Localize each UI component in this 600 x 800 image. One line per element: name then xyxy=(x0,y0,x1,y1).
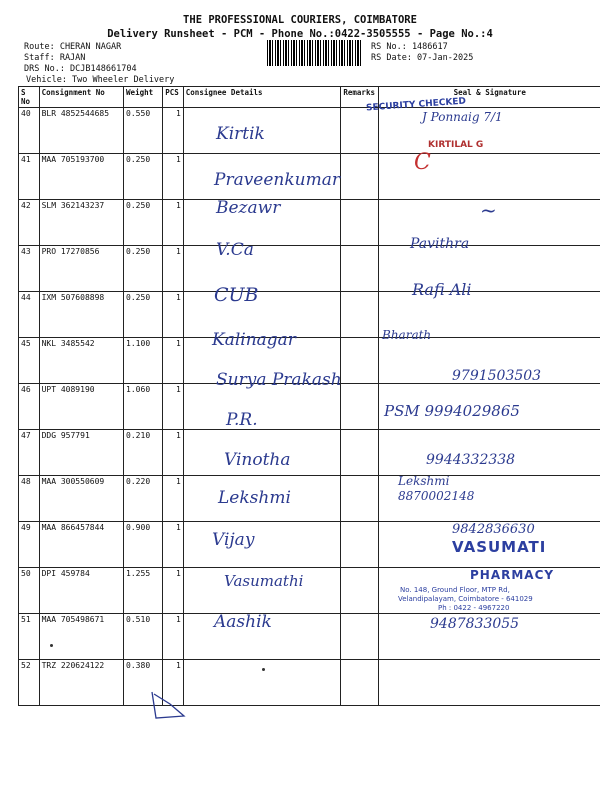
remarks xyxy=(341,108,379,154)
handwritten-name: Kirtik xyxy=(216,124,265,144)
handwritten-signature: 9842836630 xyxy=(452,522,535,537)
consignment-no: BLR 4852544685 xyxy=(39,108,123,154)
remarks xyxy=(341,292,379,338)
sno: 41 xyxy=(19,154,40,200)
col-remarks: Remarks xyxy=(341,87,379,108)
remarks xyxy=(341,430,379,476)
seal-signature xyxy=(379,660,600,706)
sno: 51 xyxy=(19,614,40,660)
handwritten-signature: J Ponnaig 7/1 xyxy=(422,110,503,124)
handwritten-name: Aashik xyxy=(214,612,272,632)
table-row xyxy=(19,660,600,706)
pcs: 1 xyxy=(163,292,184,338)
remarks xyxy=(341,522,379,568)
consignee-details xyxy=(183,522,341,568)
pcs: 1 xyxy=(163,246,184,292)
vehicle-label: Vehicle: Two Wheeler Delivery xyxy=(26,75,175,85)
weight: 0.210 xyxy=(124,430,163,476)
sno: 50 xyxy=(19,568,40,614)
pharmacy-stamp-address: No. 148, Ground Floor, MTP Rd, xyxy=(400,586,510,594)
weight: 0.250 xyxy=(124,292,163,338)
handwritten-signature: 9791503503 xyxy=(452,368,542,384)
pharmacy-stamp-name: VASUMATI xyxy=(452,538,547,556)
consignment-no: MAA 866457844 xyxy=(39,522,123,568)
consignment-no: IXM 507608898 xyxy=(39,292,123,338)
consignment-no: MAA 705498671 xyxy=(39,614,123,660)
handwritten-name: Vijay xyxy=(212,530,255,550)
handwritten-signature: 9487833055 xyxy=(430,616,520,632)
sno: 40 xyxy=(19,108,40,154)
weight: 0.380 xyxy=(124,660,163,706)
table-row xyxy=(19,246,600,292)
pcs: 1 xyxy=(163,568,184,614)
security-stamp: SECURITY CHECKED xyxy=(365,96,467,114)
drs-label: DRS No.: DCJB148661704 xyxy=(24,64,137,74)
handwritten-signature: PSM 9994029865 xyxy=(384,402,520,420)
handwritten-name: Kalinagar xyxy=(212,330,296,350)
pcs: 1 xyxy=(163,522,184,568)
handwritten-name: Surya Prakash xyxy=(216,370,342,390)
remarks xyxy=(341,476,379,522)
sno: 42 xyxy=(19,200,40,246)
pcs: 1 xyxy=(163,430,184,476)
staff-label: Staff: RAJAN xyxy=(24,53,86,63)
weight: 1.255 xyxy=(124,568,163,614)
handwritten-name: V.Ca xyxy=(216,240,254,260)
consignee-details xyxy=(183,246,341,292)
remarks xyxy=(341,568,379,614)
rs-date: RS Date: 07-Jan-2025 xyxy=(371,53,474,63)
handwritten-signature: 9944332338 xyxy=(426,452,516,468)
barcode xyxy=(267,40,362,66)
col-sno: S No xyxy=(19,87,40,108)
consignment-no: UPT 4089190 xyxy=(39,384,123,430)
consignment-no: PRO 17270856 xyxy=(39,246,123,292)
route-label: Route: CHERAN NAGAR xyxy=(24,42,122,52)
seal-signature xyxy=(379,154,600,200)
handwritten-signature: Lekshmi 8870002148 xyxy=(398,474,475,503)
weight: 0.900 xyxy=(124,522,163,568)
pcs: 1 xyxy=(163,660,184,706)
remarks xyxy=(341,338,379,384)
pcs: 1 xyxy=(163,200,184,246)
sno: 46 xyxy=(19,384,40,430)
table-header-row xyxy=(19,87,600,108)
col-weight: Weight xyxy=(124,87,163,108)
pharmacy-stamp-address: Velandipalayam, Coimbatore - 641029 xyxy=(398,595,533,603)
sno: 44 xyxy=(19,292,40,338)
consignee-details xyxy=(183,384,341,430)
pen-doodle xyxy=(146,688,190,724)
page-title: THE PROFESSIONAL COURIERS, COIMBATORE xyxy=(183,14,417,26)
pharmacy-stamp-sub: PHARMACY xyxy=(470,568,555,582)
red-mark: C xyxy=(414,150,431,175)
page-subtitle: Delivery Runsheet - PCM - Phone No.:0422-3505555 - Page No.:4 xyxy=(107,28,493,40)
handwritten-name: Lekshmi xyxy=(218,488,291,508)
consignment-no: MAA 705193700 xyxy=(39,154,123,200)
weight: 1.100 xyxy=(124,338,163,384)
pcs: 1 xyxy=(163,384,184,430)
handwritten-signature: Bharath xyxy=(382,328,432,342)
handwritten-name: Praveenkumar xyxy=(214,170,341,190)
handwritten-name: Bezawr xyxy=(216,198,281,218)
consignment-no: TRZ 220624122 xyxy=(39,660,123,706)
col-details: Consignee Details xyxy=(183,87,341,108)
handwritten-signature: Rafi Ali xyxy=(412,280,472,299)
consignment-no: SLM 362143237 xyxy=(39,200,123,246)
remarks xyxy=(341,660,379,706)
consignment-no: MAA 300550609 xyxy=(39,476,123,522)
weight: 0.250 xyxy=(124,246,163,292)
weight: 0.550 xyxy=(124,108,163,154)
handwritten-name: Vinotha xyxy=(224,450,291,470)
col-consignment: Consignment No xyxy=(39,87,123,108)
sno: 47 xyxy=(19,430,40,476)
weight: 0.510 xyxy=(124,614,163,660)
sno: 48 xyxy=(19,476,40,522)
consignment-no: DDG 957791 xyxy=(39,430,123,476)
weight: 0.220 xyxy=(124,476,163,522)
signature-stamp: KIRTILAL G xyxy=(428,140,484,150)
table-row xyxy=(19,200,600,246)
remarks xyxy=(341,384,379,430)
consignment-no: NKL 3485542 xyxy=(39,338,123,384)
remarks xyxy=(341,246,379,292)
sno: 45 xyxy=(19,338,40,384)
table-row xyxy=(19,108,600,154)
pcs: 1 xyxy=(163,338,184,384)
table-row xyxy=(19,292,600,338)
consignment-no: DPI 459784 xyxy=(39,568,123,614)
weight: 0.250 xyxy=(124,200,163,246)
col-seal: Seal & Signature xyxy=(379,87,600,108)
remarks xyxy=(341,614,379,660)
pcs: 1 xyxy=(163,614,184,660)
ink-dot xyxy=(262,668,265,671)
sno: 49 xyxy=(19,522,40,568)
handwritten-signature: Pavithra xyxy=(410,236,470,252)
weight: 1.060 xyxy=(124,384,163,430)
handwritten-name: Vasumathi xyxy=(224,572,304,590)
pcs: 1 xyxy=(163,154,184,200)
weight: 0.250 xyxy=(124,154,163,200)
sno: 52 xyxy=(19,660,40,706)
remarks xyxy=(341,200,379,246)
sno: 43 xyxy=(19,246,40,292)
col-pcs: PCS xyxy=(163,87,184,108)
pcs: 1 xyxy=(163,108,184,154)
signature-scribble: ~ xyxy=(480,198,497,222)
consignee-details xyxy=(183,660,341,706)
pcs: 1 xyxy=(163,476,184,522)
remarks xyxy=(341,154,379,200)
ink-dot xyxy=(50,644,53,647)
handwritten-name: CUB xyxy=(214,284,259,306)
pharmacy-stamp-phone: Ph : 0422 - 4967220 xyxy=(438,604,510,612)
handwritten-name: P.R. xyxy=(226,410,258,430)
rs-number: RS No.: 1486617 xyxy=(371,42,448,52)
